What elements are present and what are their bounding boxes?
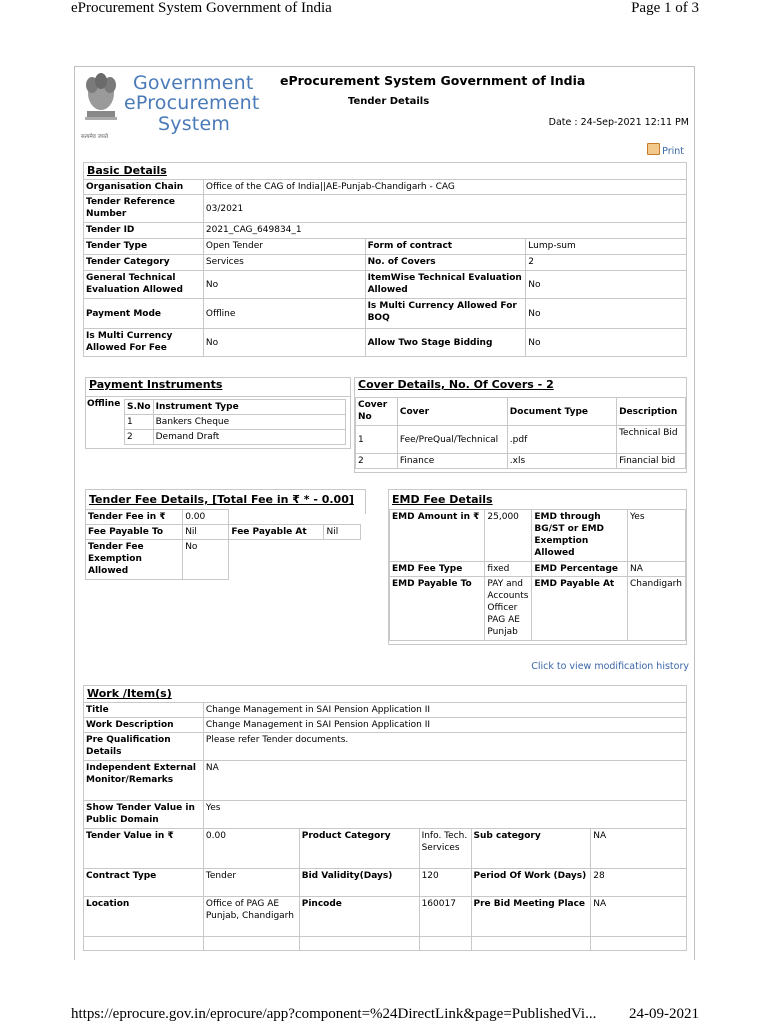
payment-mode-value: Offline <box>203 299 365 329</box>
payment-mode-label: Payment Mode <box>84 299 204 329</box>
col-cover: Cover <box>397 398 507 426</box>
prequal-label: Pre Qualification Details <box>84 733 204 761</box>
iem-label: Independent External Monitor/Remarks <box>84 761 204 801</box>
pdf-footer-date: 24-09-2021 <box>629 1006 699 1022</box>
national-emblem-icon <box>79 71 123 123</box>
bid-validity-value: 120 <box>419 869 471 897</box>
multi-currency-boq-label: Is Multi Currency Allowed For BOQ <box>365 299 526 329</box>
cover-details-heading: Cover Details, No. Of Covers - 2 <box>358 378 554 391</box>
tender-type-label: Tender Type <box>84 239 204 255</box>
cover-name: Finance <box>397 454 507 469</box>
emd-amount-value: 25,000 <box>485 510 532 562</box>
site-title: eProcurement System Government of India <box>280 73 586 88</box>
logo-line-2: eProcurement <box>124 92 260 114</box>
tender-ref-label: Tender Reference Number <box>84 195 204 223</box>
fee-payable-at-value: Nil <box>324 525 361 540</box>
gte-label: General Technical Evaluation Allowed <box>84 271 204 299</box>
tender-id-value: 2021_CAG_649834_1 <box>203 223 686 239</box>
emd-payable-to-value: PAY and Accounts Officer PAG AE Punjab <box>485 577 532 641</box>
show-tender-value-value: Yes <box>203 801 686 829</box>
iwte-value: No <box>526 271 687 299</box>
product-category-label: Product Category <box>299 829 419 869</box>
pincode-value: 160017 <box>419 897 471 937</box>
contract-type-value: Tender <box>203 869 299 897</box>
emd-amount-label: EMD Amount in ₹ <box>390 510 485 562</box>
emd-fee-box <box>388 489 687 645</box>
cover-no: 2 <box>356 454 398 469</box>
location-label: Location <box>84 897 204 937</box>
emd-payable-to-label: EMD Payable To <box>390 577 485 641</box>
emd-fee-heading: EMD Fee Details <box>392 493 493 506</box>
org-chain-label: Organisation Chain <box>84 180 204 195</box>
emd-payable-at-value: Chandigarh <box>628 577 686 641</box>
period-of-work-value: 28 <box>591 869 687 897</box>
fee-payable-to-value: Nil <box>183 525 229 540</box>
cover-name: Fee/PreQual/Technical <box>397 426 507 454</box>
instrument-table <box>124 399 346 445</box>
two-stage-label: Allow Two Stage Bidding <box>365 329 526 357</box>
gepnic-logo[interactable] <box>77 69 265 141</box>
col-instrument-type: Instrument Type <box>153 400 345 415</box>
col-sno: S.No <box>125 400 154 415</box>
emd-through-label: EMD through BG/ST or EMD Exemption Allowed <box>532 510 628 562</box>
iwte-label: ItemWise Technical Evaluation Allowed <box>365 271 526 299</box>
pre-bid-place-value: NA <box>591 897 687 937</box>
tender-fee-table <box>85 509 361 580</box>
org-chain-value: Office of the CAG of India||AE-Punjab-Chandigarh - CAG <box>203 180 686 195</box>
col-document-type: Document Type <box>507 398 616 426</box>
cover-details-box <box>354 377 687 473</box>
period-of-work-label: Period Of Work (Days) <box>471 869 591 897</box>
cover-no: 1 <box>356 426 398 454</box>
instrument-type: Bankers Cheque <box>153 415 345 430</box>
pre-bid-place-label: Pre Bid Meeting Place <box>471 897 591 937</box>
tender-value-value: 0.00 <box>203 829 299 869</box>
tender-category-value: Services <box>203 255 365 271</box>
modification-history-link[interactable]: Click to view modification history <box>531 661 689 672</box>
two-stage-value: No <box>526 329 687 357</box>
tender-fee-value: 0.00 <box>183 510 229 525</box>
fee-payable-to-label: Fee Payable To <box>86 525 183 540</box>
form-contract-label: Form of contract <box>365 239 526 255</box>
cover-description: Technical Bid <box>617 426 686 454</box>
bid-validity-label: Bid Validity(Days) <box>299 869 419 897</box>
emd-fee-type-label: EMD Fee Type <box>390 562 485 577</box>
logo-line-3: System <box>158 113 231 135</box>
cover-table <box>355 397 686 469</box>
cover-description: Financial bid <box>617 454 686 469</box>
logo-line-1: Government <box>133 72 254 94</box>
tender-fee-label: Tender Fee in ₹ <box>86 510 183 525</box>
printer-icon <box>647 143 660 155</box>
instrument-sno: 2 <box>125 430 154 445</box>
multi-currency-fee-value: No <box>203 329 365 357</box>
tender-page-frame <box>74 66 695 960</box>
print-link[interactable] <box>647 143 684 157</box>
emd-fee-table <box>389 509 686 641</box>
contract-type-label: Contract Type <box>84 869 204 897</box>
print-label: Print <box>662 146 684 157</box>
page-subtitle: Tender Details <box>348 96 430 107</box>
location-value: Office of PAG AE Punjab, Chandigarh <box>203 897 299 937</box>
payment-instruments-heading: Payment Instruments <box>89 378 223 391</box>
pdf-footer-url: https://eprocure.gov.in/eprocure/app?component=%24DirectLink&page=PublishedVi... <box>71 1006 597 1022</box>
payment-mode-offline: Offline <box>87 399 121 409</box>
prequal-value: Please refer Tender documents. <box>203 733 686 761</box>
form-contract-value: Lump-sum <box>526 239 687 255</box>
work-items-heading: Work /Item(s) <box>84 686 687 703</box>
work-items-table <box>83 685 687 951</box>
emd-payable-at-label: EMD Payable At <box>532 577 628 641</box>
instrument-type: Demand Draft <box>153 430 345 445</box>
cover-doc-type: .xls <box>507 454 616 469</box>
pdf-page-number: Page 1 of 3 <box>631 0 699 16</box>
basic-details-table <box>83 162 687 357</box>
col-description: Description <box>617 398 686 426</box>
multi-currency-boq-value: No <box>526 299 687 329</box>
work-description-value: Change Management in SAI Pension Application II <box>203 718 686 733</box>
basic-details-heading: Basic Details <box>84 163 687 180</box>
payment-instruments-box <box>85 377 351 449</box>
fee-exemption-value: No <box>183 540 229 580</box>
gte-value: No <box>203 271 365 299</box>
product-category-value: Info. Tech. Services <box>419 829 471 869</box>
fee-payable-at-label: Fee Payable At <box>229 525 324 540</box>
iem-value: NA <box>203 761 686 801</box>
tender-ref-value: 03/2021 <box>203 195 686 223</box>
instrument-sno: 1 <box>125 415 154 430</box>
emd-percentage-value: NA <box>628 562 686 577</box>
multi-currency-fee-label: Is Multi Currency Allowed For Fee <box>84 329 204 357</box>
emd-fee-type-value: fixed <box>485 562 532 577</box>
emblem-caption: सत्यमेव जयते <box>81 134 109 140</box>
no-covers-value: 2 <box>526 255 687 271</box>
no-covers-label: No. of Covers <box>365 255 526 271</box>
tender-type-value: Open Tender <box>203 239 365 255</box>
tender-category-label: Tender Category <box>84 255 204 271</box>
col-cover-no: Cover No <box>356 398 398 426</box>
show-tender-value-label: Show Tender Value in Public Domain <box>84 801 204 829</box>
title-label: Title <box>84 703 204 718</box>
work-description-label: Work Description <box>84 718 204 733</box>
tender-value-label: Tender Value in ₹ <box>84 829 204 869</box>
tender-fee-heading: Tender Fee Details, [Total Fee in ₹ * - 0.00] <box>89 493 354 506</box>
pdf-header-title: eProcurement System Government of India <box>71 0 332 16</box>
sub-category-label: Sub category <box>471 829 591 869</box>
title-value: Change Management in SAI Pension Application II <box>203 703 686 718</box>
cover-doc-type: .pdf <box>507 426 616 454</box>
fee-exemption-label: Tender Fee Exemption Allowed <box>86 540 183 580</box>
tender-id-label: Tender ID <box>84 223 204 239</box>
report-date: Date : 24-Sep-2021 12:11 PM <box>548 117 689 128</box>
sub-category-value: NA <box>591 829 687 869</box>
pincode-label: Pincode <box>299 897 419 937</box>
emd-through-value: Yes <box>628 510 686 562</box>
emd-percentage-label: EMD Percentage <box>532 562 628 577</box>
